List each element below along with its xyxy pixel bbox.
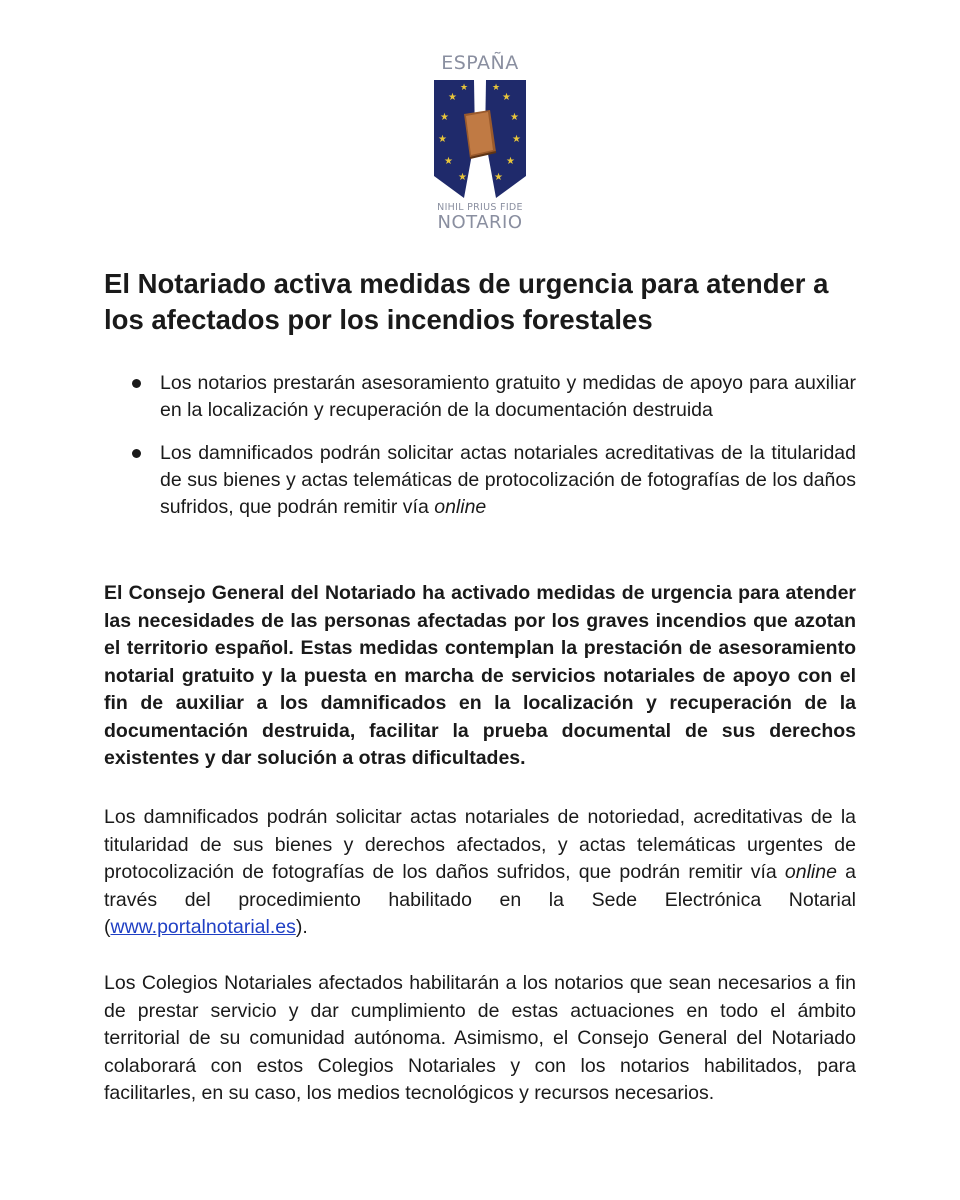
headline: El Notariado activa medidas de urgencia para atender a los afectados por los incendios forestales <box>104 268 829 335</box>
p2-italic: online <box>784 861 837 883</box>
bullet-italic: online <box>434 496 487 518</box>
summary-bullets <box>104 370 856 537</box>
svg-text:★: ★ <box>444 156 453 167</box>
p2-text-1: Los damnificados podrán solicitar actas notariales de notoriedad, acreditativas de la titularidad de sus bienes y derechos afectados, y actas telemáticas urgentes de protocolización de fotografías de los daños sufridos, que podrán remitir vía <box>104 806 856 883</box>
svg-text:★: ★ <box>506 156 515 167</box>
svg-text:★: ★ <box>460 82 469 92</box>
p2-text-3: ). <box>295 916 308 938</box>
logo-motto: NIHIL PRIUS FIDE <box>437 202 523 213</box>
bullet-text: Los notarios prestarán asesoramiento gratuito y medidas de apoyo para auxiliar en la localización y recuperación de la documentación destruida <box>160 372 856 421</box>
p2-text-2: a través del procedimiento habilitado en la Sede Electrónica Notarial ( <box>104 861 856 938</box>
bullet-item <box>104 440 856 521</box>
svg-text:★: ★ <box>448 92 457 103</box>
body-paragraph-2 <box>104 804 856 942</box>
svg-text:★: ★ <box>510 112 519 123</box>
bullet-icon <box>132 379 141 388</box>
svg-text:★: ★ <box>492 82 501 92</box>
svg-text:★: ★ <box>502 92 511 103</box>
bullet-text: Los damnificados podrán solicitar actas notariales acreditativas de la titularidad de sus bienes y actas telemáticas de protocolización de fotografías de los daños sufridos, que podrán remitir vía <box>160 442 856 518</box>
logo-name: NOTARIO <box>437 212 523 233</box>
svg-text:★: ★ <box>494 172 503 183</box>
bullet-item <box>104 370 856 424</box>
bullet-icon <box>132 449 141 458</box>
notary-seal-icon <box>434 80 526 198</box>
logo-country: ESPAÑA <box>441 52 519 74</box>
notario-logo <box>424 52 536 233</box>
portal-notarial-link[interactable]: www.portalnotarial.es <box>110 916 296 938</box>
lead-paragraph: El Consejo General del Notariado ha activado medidas de urgencia para atender las necesidades de las personas afectadas por los graves incendios que azotan el territorio español. Estas medidas contemplan la prestación de asesoramiento notarial gratuito y la puesta en marcha de servicios notariales de apoyo con el fin de auxiliar a los damnificados en la localización y recuperación de la documentación destruida, facilitar la prueba documental de sus derechos existentes y dar solución a otras dificultades. <box>104 582 856 769</box>
svg-text:★: ★ <box>440 112 449 123</box>
svg-text:★: ★ <box>458 172 467 183</box>
svg-text:★: ★ <box>438 134 447 145</box>
body-paragraph-3: Los Colegios Notariales afectados habilitarán a los notarios que sean necesarios a fin de prestar servicio y dar cumplimiento de estas actuaciones en todo el ámbito territorial de su comunidad autónoma. Asimismo, el Consejo General del Notariado colaborará con estos Colegios Notariales y con los notarios habilitados, para facilitarles, en su caso, los medios tecnológicos y recursos necesarios. <box>104 972 856 1104</box>
svg-text:★: ★ <box>512 134 521 145</box>
